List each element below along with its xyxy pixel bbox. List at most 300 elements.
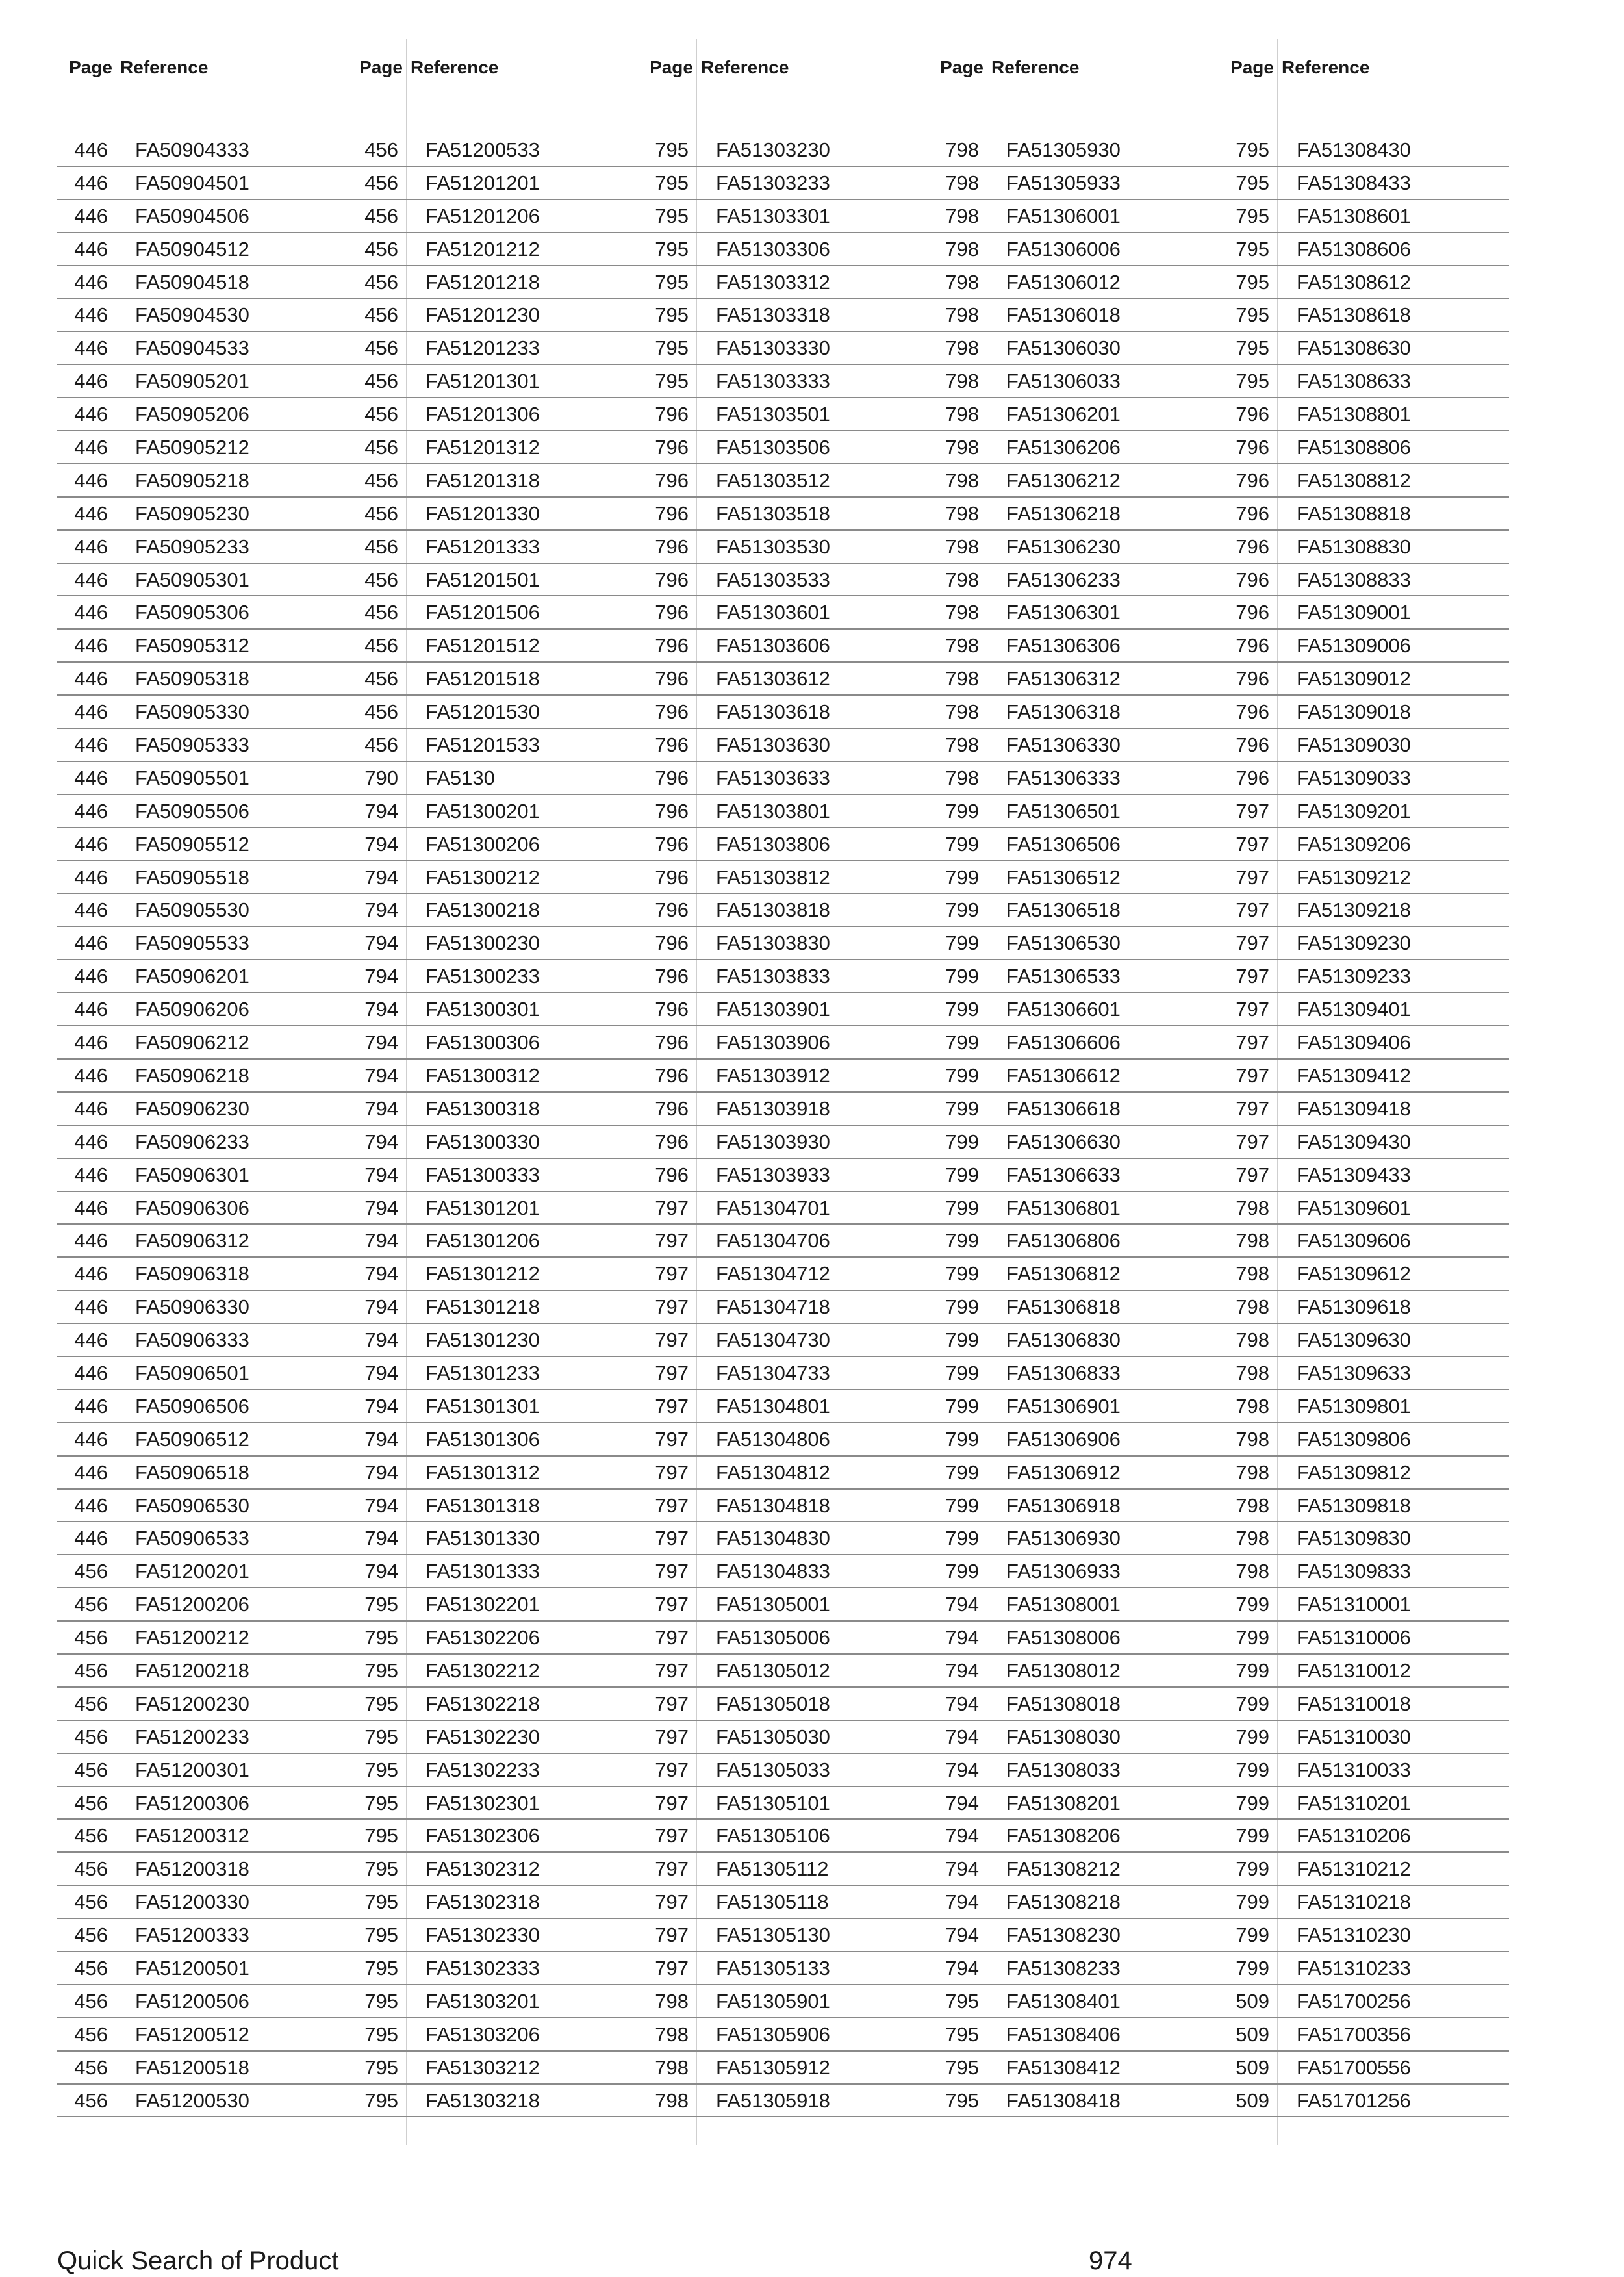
table-row xyxy=(928,1787,1219,1820)
page-number-cell: 799 xyxy=(945,1031,979,1054)
page-number-cell: 794 xyxy=(945,1659,979,1682)
table-row xyxy=(1219,1192,1509,1225)
page-number-cell: 797 xyxy=(655,1329,689,1352)
table-row xyxy=(348,960,638,993)
table-row xyxy=(928,1522,1219,1555)
table-row xyxy=(57,696,348,729)
table-row xyxy=(638,1324,928,1357)
page-number-cell: 446 xyxy=(74,932,108,955)
page-number-cell: 795 xyxy=(364,1593,398,1616)
reference-cell: FA51309830 xyxy=(1297,1527,1411,1550)
table-row xyxy=(348,894,638,927)
table-row xyxy=(1219,2085,1509,2118)
table-row xyxy=(57,233,348,266)
page-number-cell: 456 xyxy=(364,303,398,327)
table-row xyxy=(57,200,348,233)
table-row xyxy=(638,200,928,233)
reference-cell: FA51304701 xyxy=(716,1196,830,1219)
table-row xyxy=(348,1721,638,1754)
table-row xyxy=(1219,1060,1509,1093)
table-row xyxy=(928,1026,1219,1060)
table-row xyxy=(57,398,348,431)
table-row xyxy=(57,1225,348,1258)
reference-cell: FA51309833 xyxy=(1297,1560,1411,1583)
reference-cell: FA51310030 xyxy=(1297,1725,1411,1748)
reference-cell: FA50905506 xyxy=(135,799,249,822)
table-row xyxy=(1219,1159,1509,1192)
reference-cell: FA51309218 xyxy=(1297,898,1411,922)
reference-cell: FA51300201 xyxy=(425,799,540,822)
table-row xyxy=(1219,233,1509,266)
page-number-cell: 797 xyxy=(1236,965,1269,988)
reference-cell: FA50906233 xyxy=(135,1130,249,1153)
page-number-cell: 797 xyxy=(1236,1063,1269,1087)
page-number-cell: 794 xyxy=(364,1329,398,1352)
reference-cell: FA50905212 xyxy=(135,436,249,459)
reference-cell: FA51308230 xyxy=(1006,1924,1121,1947)
page-number-cell: 446 xyxy=(74,403,108,426)
reference-cell: FA51305930 xyxy=(1006,138,1121,161)
table-row xyxy=(1219,630,1509,663)
page-number-cell: 446 xyxy=(74,1527,108,1550)
reference-cell: FA51200201 xyxy=(135,1560,249,1583)
page-number-cell: 795 xyxy=(1236,138,1269,161)
table-row xyxy=(928,630,1219,663)
table-row xyxy=(57,1324,348,1357)
page-number-cell: 456 xyxy=(364,171,398,194)
reference-cell: FA51305906 xyxy=(716,2022,830,2046)
reference-cell: FA51308030 xyxy=(1006,1725,1121,1748)
page-number-cell: 799 xyxy=(945,898,979,922)
table-row xyxy=(57,596,348,630)
page-number-cell: 796 xyxy=(655,766,689,789)
reference-cell: FA51303212 xyxy=(425,2055,540,2079)
table-row xyxy=(1219,894,1509,927)
table-row xyxy=(638,596,928,630)
reference-cell: FA51303930 xyxy=(716,1130,830,1153)
reference-cell: FA51303606 xyxy=(716,634,830,657)
page-number-cell: 796 xyxy=(655,436,689,459)
reference-cell: FA51306233 xyxy=(1006,568,1121,591)
reference-cell: FA51306633 xyxy=(1006,1163,1121,1186)
page-number-cell: 446 xyxy=(74,1460,108,1484)
page-number-cell: 795 xyxy=(1236,303,1269,327)
reference-cell: FA51201230 xyxy=(425,303,540,327)
table-row xyxy=(1219,134,1509,167)
reference-cell: FA51309206 xyxy=(1297,832,1411,856)
table-row xyxy=(348,696,638,729)
table-row xyxy=(1219,1225,1509,1258)
table-row xyxy=(1219,596,1509,630)
table-row xyxy=(928,1126,1219,1159)
reference-cell: FA51200312 xyxy=(135,1824,249,1848)
page-number-cell: 794 xyxy=(364,865,398,889)
reference-cell: FA51302218 xyxy=(425,1692,540,1715)
reference-header-label: Reference xyxy=(991,57,1080,77)
table-row xyxy=(57,1159,348,1192)
table-row xyxy=(928,1952,1219,1985)
reference-cell: FA51309606 xyxy=(1297,1229,1411,1253)
table-row xyxy=(928,1159,1219,1192)
table-row xyxy=(348,861,638,895)
page-number-cell: 796 xyxy=(655,1063,689,1087)
table-row xyxy=(638,1225,928,1258)
table-row xyxy=(57,464,348,498)
page-number-cell: 446 xyxy=(74,766,108,789)
page-number-cell: 794 xyxy=(945,1824,979,1848)
reference-cell: FA51304806 xyxy=(716,1427,830,1451)
page-header-label: Page xyxy=(359,57,403,77)
table-row xyxy=(928,332,1219,365)
page-number-cell: 799 xyxy=(1236,1758,1269,1781)
reference-cell: FA51201530 xyxy=(425,700,540,724)
table-row xyxy=(1219,960,1509,993)
table-row xyxy=(638,1522,928,1555)
reference-cell: FA51303806 xyxy=(716,832,830,856)
page-number-cell: 456 xyxy=(74,1956,108,1979)
reference-cell: FA51300318 xyxy=(425,1097,540,1120)
page-number-cell: 798 xyxy=(1236,1460,1269,1484)
page-number-cell: 446 xyxy=(74,1063,108,1087)
table-row xyxy=(638,1159,928,1192)
index-column xyxy=(638,0,928,2274)
table-row xyxy=(638,663,928,696)
page-number-cell: 797 xyxy=(655,1593,689,1616)
reference-cell: FA50905306 xyxy=(135,601,249,624)
page-number-cell: 456 xyxy=(364,403,398,426)
page-number-cell: 797 xyxy=(655,1956,689,1979)
reference-cell: FA51308606 xyxy=(1297,237,1411,261)
table-row xyxy=(57,762,348,795)
reference-cell: FA51308201 xyxy=(1006,1791,1121,1814)
reference-cell: FA51305133 xyxy=(716,1956,830,1979)
reference-cell: FA51309233 xyxy=(1297,965,1411,988)
reference-cell: FA51303218 xyxy=(425,2089,540,2112)
page-number-cell: 509 xyxy=(1236,2055,1269,2079)
table-row xyxy=(928,1225,1219,1258)
page-number-cell: 796 xyxy=(1236,403,1269,426)
table-row xyxy=(928,1622,1219,1655)
table-row xyxy=(928,1258,1219,1291)
reference-cell: FA51303533 xyxy=(716,568,830,591)
reference-cell: FA50905512 xyxy=(135,832,249,856)
page-number-cell: 795 xyxy=(655,303,689,327)
page-number-cell: 794 xyxy=(364,1361,398,1384)
page-number-cell: 797 xyxy=(1236,832,1269,856)
table-row xyxy=(928,596,1219,630)
table-row xyxy=(638,696,928,729)
reference-cell: FA51201501 xyxy=(425,568,540,591)
page-number-cell: 795 xyxy=(945,2089,979,2112)
table-row xyxy=(928,2052,1219,2085)
page-number-cell: 456 xyxy=(74,1692,108,1715)
page-number-cell: 794 xyxy=(364,1063,398,1087)
page-number-cell: 794 xyxy=(364,998,398,1021)
table-row xyxy=(1219,729,1509,762)
table-row xyxy=(638,762,928,795)
reference-cell: FA51308618 xyxy=(1297,303,1411,327)
reference-cell: FA51304801 xyxy=(716,1394,830,1418)
reference-cell: FA51200512 xyxy=(135,2022,249,2046)
page-number-cell: 795 xyxy=(655,138,689,161)
page-number-cell: 456 xyxy=(364,634,398,657)
table-row xyxy=(1219,663,1509,696)
table-row xyxy=(638,266,928,299)
page-number-cell: 798 xyxy=(945,171,979,194)
page-number-cell: 795 xyxy=(364,2089,398,2112)
page-number-cell: 446 xyxy=(74,1329,108,1352)
page-number-cell: 796 xyxy=(1236,667,1269,691)
table-row xyxy=(348,1390,638,1423)
page-number-cell: 794 xyxy=(364,1427,398,1451)
table-row xyxy=(1219,1258,1509,1291)
table-row xyxy=(57,1555,348,1588)
reference-cell: FA51306812 xyxy=(1006,1262,1121,1286)
reference-cell: FA50904530 xyxy=(135,303,249,327)
reference-cell: FA51201218 xyxy=(425,270,540,294)
reference-cell: FA51303633 xyxy=(716,766,830,789)
reference-cell: FA51306001 xyxy=(1006,204,1121,227)
page-number-cell: 797 xyxy=(655,1196,689,1219)
table-row xyxy=(928,299,1219,332)
column-header xyxy=(348,55,638,81)
page-number-cell: 798 xyxy=(945,568,979,591)
reference-cell: FA51700356 xyxy=(1297,2022,1411,2046)
reference-cell: FA51200230 xyxy=(135,1692,249,1715)
reference-cell: FA51200530 xyxy=(135,2089,249,2112)
reference-cell: FA51305912 xyxy=(716,2055,830,2079)
page-number-cell: 795 xyxy=(364,1989,398,2013)
page-number-cell: 796 xyxy=(655,502,689,525)
reference-cell: FA50906533 xyxy=(135,1527,249,1550)
page-number-cell: 797 xyxy=(655,1427,689,1451)
table-row xyxy=(1219,1754,1509,1787)
footer-page-number: 974 xyxy=(1089,2246,1132,2275)
reference-cell: FA51310001 xyxy=(1297,1593,1411,1616)
reference-cell: FA51301330 xyxy=(425,1527,540,1550)
table-row xyxy=(928,795,1219,828)
page-number-cell: 446 xyxy=(74,535,108,558)
page-number-cell: 794 xyxy=(364,1295,398,1319)
reference-cell: FA51304733 xyxy=(716,1361,830,1384)
table-row xyxy=(638,1721,928,1754)
table-row xyxy=(638,1622,928,1655)
reference-cell: FA51306901 xyxy=(1006,1394,1121,1418)
table-row xyxy=(57,1291,348,1324)
reference-cell: FA51309230 xyxy=(1297,932,1411,955)
reference-cell: FA51200306 xyxy=(135,1791,249,1814)
table-row xyxy=(1219,1490,1509,1523)
table-row xyxy=(928,1985,1219,2018)
reference-cell: FA51309401 xyxy=(1297,998,1411,1021)
reference-cell: FA51306006 xyxy=(1006,237,1121,261)
reference-cell: FA51303512 xyxy=(716,468,830,492)
table-row xyxy=(57,960,348,993)
row-list xyxy=(928,134,1219,2117)
page-number-cell: 797 xyxy=(655,1725,689,1748)
page-number-cell: 796 xyxy=(1236,700,1269,724)
reference-cell: FA51308418 xyxy=(1006,2089,1121,2112)
reference-cell: FA51305030 xyxy=(716,1725,830,1748)
page-number-cell: 795 xyxy=(945,2055,979,2079)
table-row xyxy=(57,1655,348,1688)
table-row xyxy=(348,167,638,200)
reference-cell: FA51308812 xyxy=(1297,468,1411,492)
table-row xyxy=(57,1357,348,1390)
page-number-cell: 446 xyxy=(74,171,108,194)
reference-cell: FA51306630 xyxy=(1006,1130,1121,1153)
table-row xyxy=(348,1291,638,1324)
page-number-cell: 456 xyxy=(74,1659,108,1682)
reference-cell: FA51309433 xyxy=(1297,1163,1411,1186)
table-row xyxy=(928,663,1219,696)
reference-cell: FA51303618 xyxy=(716,700,830,724)
reference-cell: FA51201312 xyxy=(425,436,540,459)
reference-cell: FA51308012 xyxy=(1006,1659,1121,1682)
page-number-cell: 446 xyxy=(74,799,108,822)
reference-cell: FA51306018 xyxy=(1006,303,1121,327)
reference-cell: FA51308212 xyxy=(1006,1857,1121,1881)
reference-cell: FA51305933 xyxy=(1006,171,1121,194)
reference-cell: FA51200501 xyxy=(135,1956,249,1979)
reference-cell: FA51308633 xyxy=(1297,370,1411,393)
table-row xyxy=(638,2052,928,2085)
table-row xyxy=(928,200,1219,233)
page-number-cell: 798 xyxy=(655,2089,689,2112)
reference-cell: FA51306933 xyxy=(1006,1560,1121,1583)
table-row xyxy=(928,1754,1219,1787)
page-number-cell: 794 xyxy=(945,1758,979,1781)
table-row xyxy=(1219,531,1509,564)
reference-cell: FA51309201 xyxy=(1297,799,1411,822)
reference-cell: FA51308433 xyxy=(1297,171,1411,194)
page-number-cell: 795 xyxy=(364,2055,398,2079)
table-row xyxy=(638,332,928,365)
reference-cell: FA51201233 xyxy=(425,337,540,360)
table-row xyxy=(57,1522,348,1555)
reference-cell: FA50906518 xyxy=(135,1460,249,1484)
table-row xyxy=(57,2085,348,2118)
page-number-cell: 456 xyxy=(364,337,398,360)
reference-cell: FA51306318 xyxy=(1006,700,1121,724)
reference-cell: FA51310201 xyxy=(1297,1791,1411,1814)
page-number-cell: 798 xyxy=(1236,1527,1269,1550)
table-row xyxy=(1219,1522,1509,1555)
table-row xyxy=(1219,1622,1509,1655)
reference-cell: FA51308033 xyxy=(1006,1758,1121,1781)
table-row xyxy=(638,1060,928,1093)
page-number-cell: 796 xyxy=(1236,568,1269,591)
table-row xyxy=(57,1919,348,1952)
page-number-cell: 797 xyxy=(655,1791,689,1814)
table-row xyxy=(638,1258,928,1291)
table-row xyxy=(1219,200,1509,233)
reference-cell: FA51304830 xyxy=(716,1527,830,1550)
table-row xyxy=(348,233,638,266)
page-number-cell: 799 xyxy=(945,1196,979,1219)
page-number-cell: 796 xyxy=(655,865,689,889)
reference-cell: FA50904512 xyxy=(135,237,249,261)
page-number-cell: 799 xyxy=(945,1130,979,1153)
reference-cell: FA51306030 xyxy=(1006,337,1121,360)
table-row xyxy=(638,894,928,927)
table-row xyxy=(928,2085,1219,2118)
table-row xyxy=(928,1820,1219,1853)
reference-cell: FA51303833 xyxy=(716,965,830,988)
reference-cell: FA51309030 xyxy=(1297,733,1411,757)
reference-cell: FA51200206 xyxy=(135,1593,249,1616)
page-number-cell: 797 xyxy=(655,1924,689,1947)
table-row xyxy=(1219,167,1509,200)
page-number-cell: 446 xyxy=(74,1097,108,1120)
page-number-cell: 456 xyxy=(364,370,398,393)
page-number-cell: 798 xyxy=(945,403,979,426)
reference-cell: FA51302312 xyxy=(425,1857,540,1881)
page-number-cell: 446 xyxy=(74,1427,108,1451)
table-row xyxy=(638,1026,928,1060)
page-number-cell: 798 xyxy=(945,204,979,227)
page-number-cell: 799 xyxy=(945,1527,979,1550)
reference-cell: FA50905233 xyxy=(135,535,249,558)
reference-cell: FA51306912 xyxy=(1006,1460,1121,1484)
page-number-cell: 794 xyxy=(364,1494,398,1517)
reference-cell: FA51306533 xyxy=(1006,965,1121,988)
page-number-cell: 446 xyxy=(74,502,108,525)
reference-cell: FA50906318 xyxy=(135,1262,249,1286)
reference-cell: FA51308833 xyxy=(1297,568,1411,591)
page-number-cell: 795 xyxy=(1236,237,1269,261)
table-row xyxy=(638,233,928,266)
table-row xyxy=(928,134,1219,167)
page-header-label: Page xyxy=(69,57,112,77)
table-row xyxy=(638,1357,928,1390)
reference-cell: FA51306601 xyxy=(1006,998,1121,1021)
table-row xyxy=(348,1225,638,1258)
table-row xyxy=(348,365,638,398)
page-number-cell: 796 xyxy=(655,601,689,624)
page-number-cell: 446 xyxy=(74,1031,108,1054)
table-row xyxy=(57,1820,348,1853)
table-row xyxy=(638,630,928,663)
page-number-cell: 798 xyxy=(945,766,979,789)
reference-header-label: Reference xyxy=(1282,57,1370,77)
table-row xyxy=(638,1688,928,1721)
page-number-cell: 799 xyxy=(1236,1626,1269,1649)
reference-cell: FA51310018 xyxy=(1297,1692,1411,1715)
reference-cell: FA51303530 xyxy=(716,535,830,558)
reference-cell: FA51306530 xyxy=(1006,932,1121,955)
table-row xyxy=(1219,332,1509,365)
page-number-cell: 446 xyxy=(74,370,108,393)
reference-cell: FA51306512 xyxy=(1006,865,1121,889)
table-row xyxy=(57,365,348,398)
table-row xyxy=(57,1126,348,1159)
reference-cell: FA51300333 xyxy=(425,1163,540,1186)
table-row xyxy=(348,1093,638,1126)
page-number-cell: 796 xyxy=(655,1130,689,1153)
table-row xyxy=(928,828,1219,861)
page-number-cell: 446 xyxy=(74,270,108,294)
reference-cell: FA51309633 xyxy=(1297,1361,1411,1384)
page-number-cell: 456 xyxy=(74,1890,108,1914)
table-row xyxy=(1219,266,1509,299)
table-row xyxy=(348,1555,638,1588)
reference-cell: FA51302206 xyxy=(425,1626,540,1649)
reference-cell: FA51701256 xyxy=(1297,2089,1411,2112)
row-list xyxy=(1219,134,1509,2117)
reference-cell: FA51300212 xyxy=(425,865,540,889)
table-row xyxy=(638,993,928,1026)
